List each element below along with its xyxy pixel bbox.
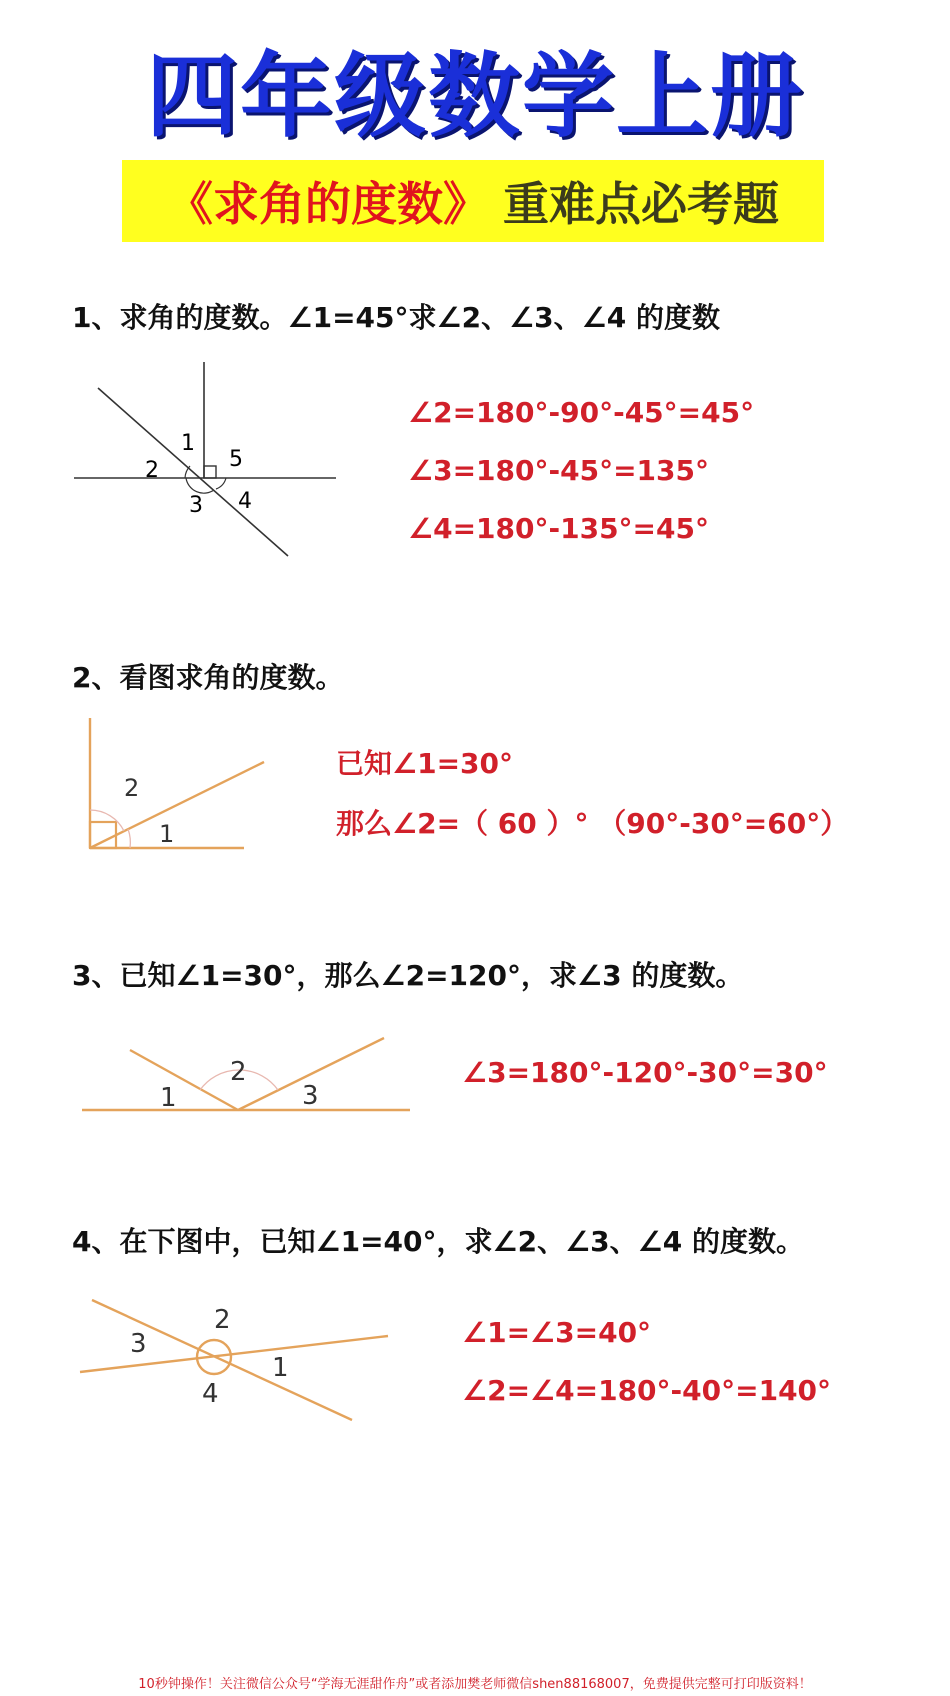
p3-label-3: 3 [302,1081,319,1111]
p2-label-2: 2 [124,774,140,802]
p3-label-1: 1 [160,1083,177,1113]
problem-1-answer-2: ∠3=180°-45°=135° [408,454,709,487]
p1-label-4: 4 [238,489,252,514]
footer-note: 10秒钟操作！关注微信公众号“学海无涯甜作舟”或者添加樊老师微信shen88168007，免费提供完整可打印版资料！ [138,1677,812,1692]
p4-label-1: 1 [272,1353,289,1383]
p4-label-2: 2 [214,1305,231,1335]
problem-2-question: 2、看图求角的度数。 [72,661,344,694]
problem-1-answer-3: ∠4=180°-135°=45° [408,512,709,545]
p3-label-2: 2 [230,1057,247,1087]
p1-label-3: 3 [189,493,203,518]
problem-4-answer-2: ∠2=∠4=180°-40°=140° [462,1374,832,1407]
problem-4-answer-1: ∠1=∠3=40° [462,1316,652,1349]
p1-label-2: 2 [145,458,159,483]
p1-label-1: 1 [181,431,195,456]
banner-rest: 重难点必考题 [503,177,779,231]
problem-1-answer-1: ∠2=180°-90°-45°=45° [408,396,755,429]
page-title: 四年级数学上册 [145,43,804,150]
p1-label-5: 5 [229,447,243,472]
problem-1-question: 1、求角的度数。∠1=45°求∠2、∠3、∠4 的度数 [72,301,720,334]
banner-highlight: 《求角的度数》 [167,177,489,231]
problem-3-question: 3、已知∠1=30°，那么∠2=120°，求∠3 的度数。 [72,959,744,992]
problem-4-question: 4、在下图中，已知∠1=40°，求∠2、∠3、∠4 的度数。 [72,1225,804,1258]
p4-label-3: 3 [130,1329,147,1359]
p4-label-4: 4 [202,1379,219,1409]
problem-2-answer-2: 那么∠2=（ 60 ）° （90°-30°=60°） [336,807,849,840]
p2-label-1: 1 [159,820,175,848]
problem-3-answer-1: ∠3=180°-120°-30°=30° [462,1056,828,1089]
problem-2-answer-1: 已知∠1=30° [336,747,514,780]
